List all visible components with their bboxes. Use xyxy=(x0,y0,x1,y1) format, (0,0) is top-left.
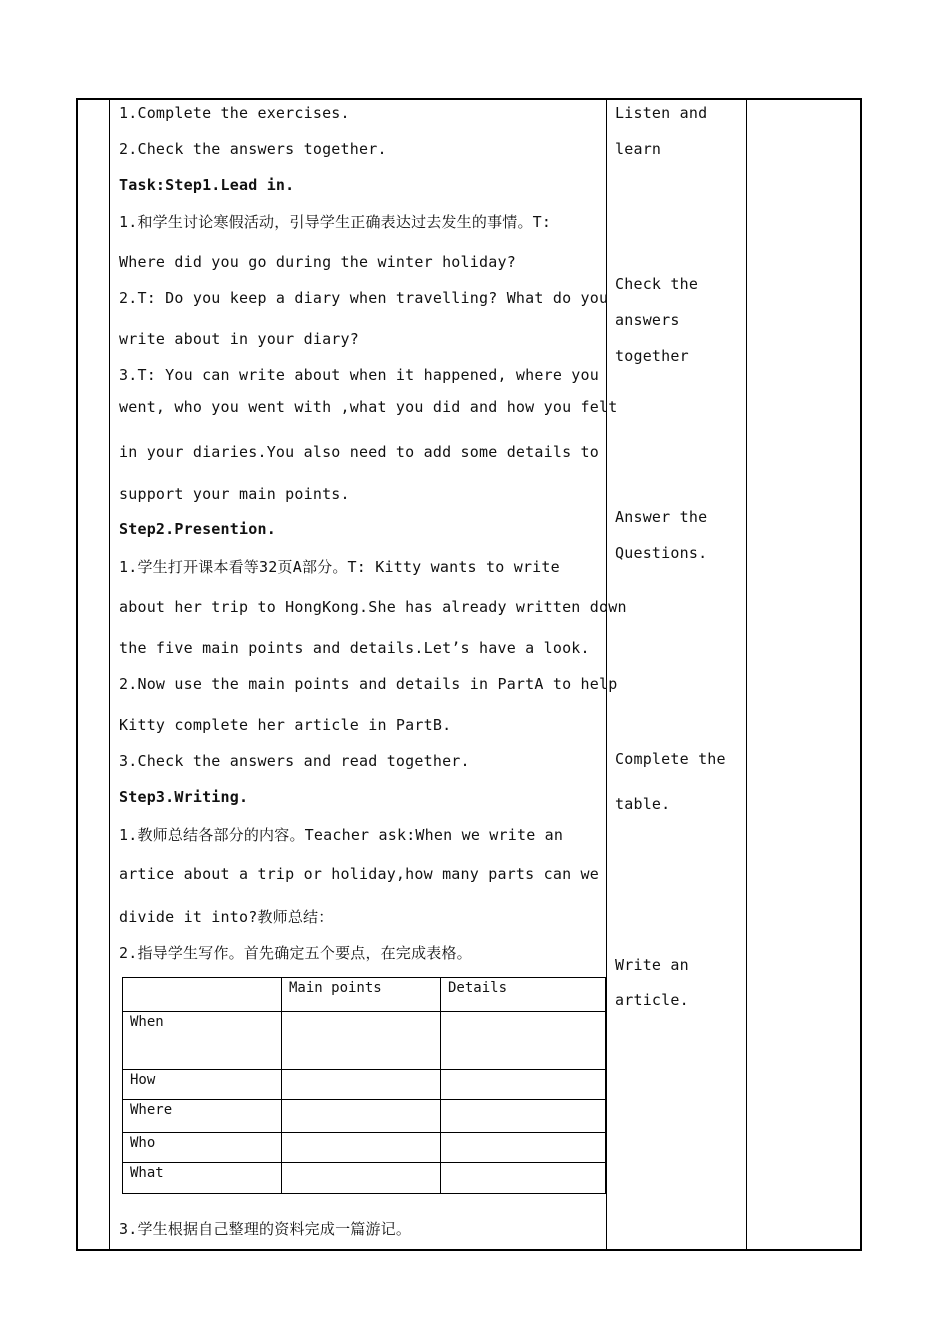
procedure-line: 3.Check the answers and read together. xyxy=(119,752,470,770)
procedure-line: 3.T: You can write about when it happened, where you xyxy=(119,366,599,384)
activity-line: article. xyxy=(615,991,689,1009)
column-divider-3 xyxy=(746,98,747,1251)
table-cell xyxy=(282,1012,441,1070)
table-cell xyxy=(441,1163,606,1194)
procedure-line: in your diaries.You also need to add some details to xyxy=(119,443,599,461)
procedure-line: 1.学生打开课本看等32页A部分。T: Kitty wants to write xyxy=(119,558,560,576)
table-row-label: When xyxy=(123,1012,282,1070)
table-row xyxy=(123,1012,606,1070)
procedure-line: 2.指导学生写作。首先确定五个要点，在完成表格。 xyxy=(119,944,472,962)
activity-line: Complete the xyxy=(615,750,726,768)
procedure-heading: Step2.Presention. xyxy=(119,520,276,538)
procedure-line: 1.和学生讨论寒假活动，引导学生正确表达过去发生的事情。T: xyxy=(119,213,552,231)
activity-line: Answer the xyxy=(615,508,708,526)
procedure-heading: Step3.Writing. xyxy=(119,788,249,806)
column-divider-1 xyxy=(109,98,110,1251)
procedure-heading: Task:Step1.Lead in. xyxy=(119,176,295,194)
table-header-row xyxy=(123,978,606,1012)
activity-line: answers xyxy=(615,311,680,329)
table-row-label: Where xyxy=(123,1100,282,1133)
table-cell xyxy=(282,1100,441,1133)
procedure-line: about her trip to HongKong.She has already written down xyxy=(119,598,627,616)
procedure-line: artice about a trip or holiday,how many parts can we xyxy=(119,865,599,883)
table-header-cell xyxy=(123,978,282,1012)
table-cell xyxy=(441,1070,606,1100)
table-cell xyxy=(441,1012,606,1070)
table-header-cell: Details xyxy=(441,978,606,1012)
procedure-line: divide it into?教师总结： xyxy=(119,908,334,926)
table-cell xyxy=(441,1100,606,1133)
table-row-label: What xyxy=(123,1163,282,1194)
activity-line: learn xyxy=(615,140,662,158)
writing-plan-table xyxy=(122,977,606,1194)
procedure-line: 2.Check the answers together. xyxy=(119,140,387,158)
procedure-line: 1.教师总结各部分的内容。Teacher ask:When we write an xyxy=(119,826,564,844)
procedure-line: the five main points and details.Let’s have a look. xyxy=(119,639,590,657)
procedure-line: Kitty complete her article in PartB. xyxy=(119,716,452,734)
table-cell xyxy=(282,1070,441,1100)
table-header-cell: Main points xyxy=(282,978,441,1012)
procedure-line: 2.T: Do you keep a diary when travelling? What do you xyxy=(119,289,609,307)
activity-line: table. xyxy=(615,795,671,813)
table-row-label: Who xyxy=(123,1133,282,1163)
table-row xyxy=(123,1070,606,1100)
table-cell xyxy=(282,1133,441,1163)
activity-line: together xyxy=(615,347,689,365)
table-row xyxy=(123,1100,606,1133)
activity-line: Write an xyxy=(615,956,689,974)
table-row xyxy=(123,1133,606,1163)
activity-line: Questions. xyxy=(615,544,708,562)
table-cell xyxy=(282,1163,441,1194)
procedure-line: support your main points. xyxy=(119,485,350,503)
activity-line: Listen and xyxy=(615,104,708,122)
procedure-line: went, who you went with ,what you did and how you felt xyxy=(119,398,618,416)
table-row xyxy=(123,1163,606,1194)
procedure-line: Where did you go during the winter holiday? xyxy=(119,253,516,271)
procedure-line: write about in your diary? xyxy=(119,330,359,348)
table-row-label: How xyxy=(123,1070,282,1100)
activity-line: Check the xyxy=(615,275,699,293)
procedure-line: 3.学生根据自己整理的资料完成一篇游记。 xyxy=(119,1220,412,1238)
procedure-line: 2.Now use the main points and details in PartA to help xyxy=(119,675,618,693)
procedure-line: 1.Complete the exercises. xyxy=(119,104,350,122)
table-cell xyxy=(441,1133,606,1163)
